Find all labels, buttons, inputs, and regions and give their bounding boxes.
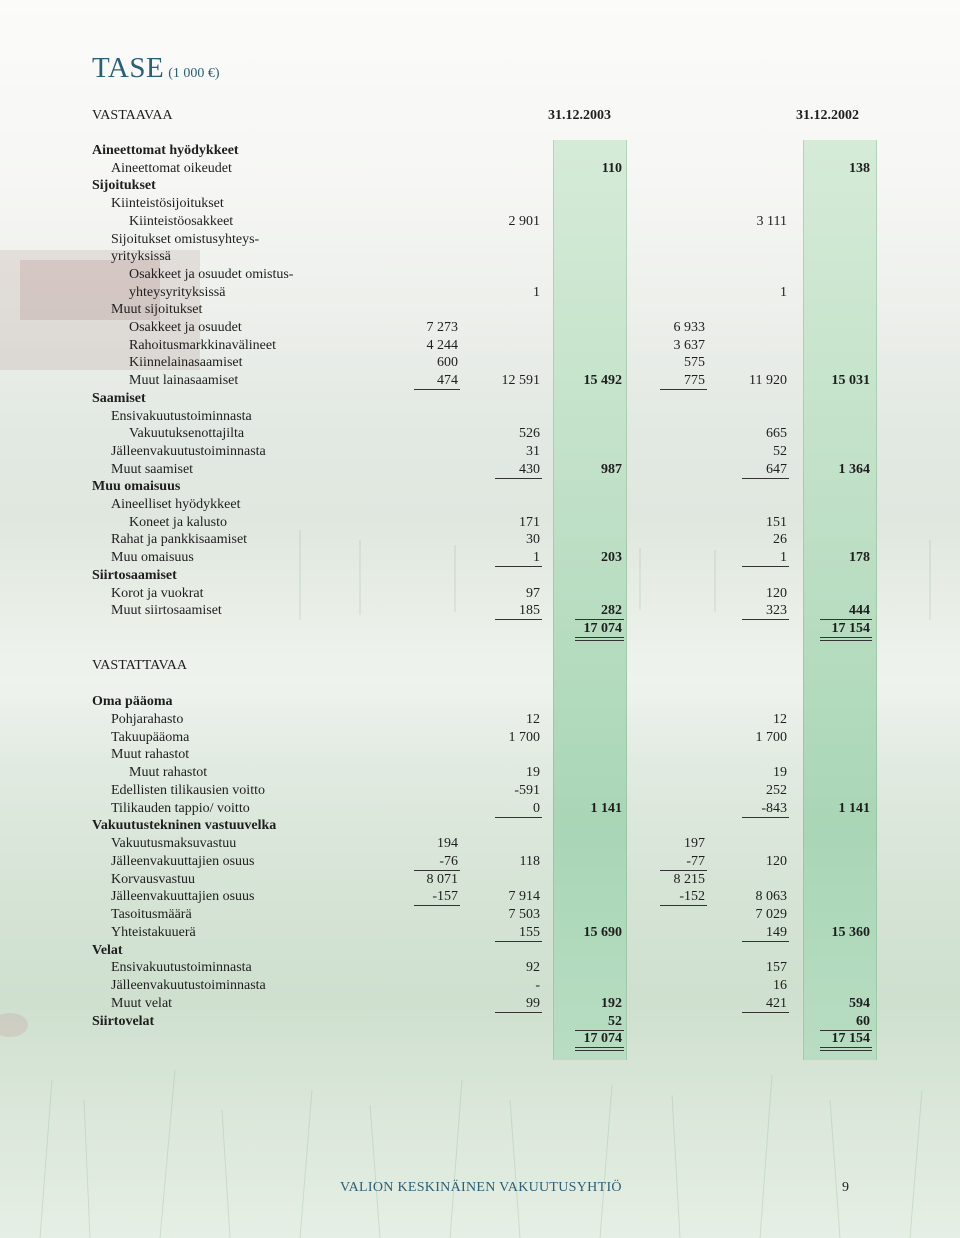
value-c2: 92	[526, 960, 540, 976]
row-label: Oma pääoma	[92, 694, 173, 709]
table-row	[0, 800, 960, 818]
value-c4: 3 637	[673, 337, 705, 353]
row-label: Velat	[92, 942, 123, 958]
table-row	[0, 142, 960, 160]
row-label: Jälleenvakuuttajien osuus	[111, 853, 255, 869]
value-c2: 2 901	[508, 213, 540, 229]
table-row	[0, 195, 960, 213]
table-row	[0, 354, 960, 372]
row-label: Aineelliset hyödykkeet	[111, 497, 241, 512]
total-row	[0, 1030, 960, 1048]
value-c5: 421	[766, 995, 787, 1011]
table-row	[0, 478, 960, 496]
row-label: Jälleenvakuuttajien osuus	[111, 889, 255, 905]
value-c4: -152	[679, 889, 705, 905]
table-row	[0, 888, 960, 906]
row-label: Muut saamiset	[111, 461, 194, 477]
value-c4: 575	[684, 355, 705, 371]
row-label: Rahat ja pankkisaamiset	[111, 532, 248, 548]
value-c3: 15 492	[583, 373, 622, 389]
row-label: Vakuutusmaksuvastuu	[111, 836, 237, 851]
value-c5: 665	[766, 426, 787, 442]
table-row	[0, 390, 960, 408]
row-label: Muu omaisuus	[111, 550, 194, 566]
value-c2: 526	[519, 426, 540, 442]
row-label: Kiinteistöosakkeet	[129, 213, 234, 229]
value-c1: 8 071	[426, 871, 458, 887]
row-label: Siirtosaamiset	[92, 567, 177, 583]
value-c5: 8 063	[755, 889, 787, 905]
table-row	[0, 585, 960, 603]
row-label: Sijoitukset	[92, 178, 156, 194]
table-row	[0, 213, 960, 231]
value-c2: 99	[526, 995, 540, 1011]
table-row	[0, 443, 960, 461]
value-c3: 282	[601, 603, 622, 619]
table-row	[0, 729, 960, 747]
row-label: Muu omaisuus	[92, 479, 181, 495]
value-c4: 8 215	[673, 871, 705, 887]
row-label: Muut rahastot	[111, 747, 190, 763]
row-label: Tasoitusmäärä	[111, 907, 192, 922]
value-c6: 1 364	[838, 461, 870, 477]
table-row	[0, 995, 960, 1013]
row-label: Korvausvastuu	[111, 871, 195, 887]
table-row	[0, 746, 960, 764]
value-c5: 647	[766, 461, 787, 477]
table-row	[0, 567, 960, 585]
value-c3: 17 074	[583, 1031, 622, 1047]
value-c5: 3 111	[756, 213, 787, 229]
title-main: TASE	[92, 52, 165, 84]
value-c6: 178	[849, 550, 870, 566]
table-row	[0, 337, 960, 355]
row-label: Saamiset	[92, 390, 146, 406]
value-c1: 7 273	[426, 320, 458, 335]
table-row	[0, 248, 960, 266]
row-label: Muut lainasaamiset	[129, 373, 239, 389]
value-c3: 110	[601, 160, 622, 176]
table-row	[0, 266, 960, 284]
value-c2: 1	[533, 284, 540, 300]
value-c5: 252	[766, 782, 787, 798]
table-row	[0, 871, 960, 889]
value-c1: 194	[437, 836, 458, 851]
row-label: Siirtovelat	[92, 1013, 155, 1029]
value-c5: 19	[773, 765, 787, 780]
value-c3: 52	[608, 1013, 622, 1029]
row-label: Aineettomat oikeudet	[111, 160, 232, 176]
table-row	[0, 319, 960, 337]
value-c2: 185	[519, 603, 540, 619]
assets-header: VASTAAVAA	[92, 108, 173, 123]
row-label: Ensivakuutustoiminnasta	[111, 960, 252, 976]
value-c2: 0	[533, 800, 540, 816]
row-label: yrityksissä	[111, 249, 171, 265]
table-row	[0, 853, 960, 871]
row-label: Muut velat	[111, 995, 173, 1011]
double-underline	[575, 637, 624, 641]
row-label: Rahoitusmarkkinavälineet	[129, 337, 276, 353]
value-c5: 120	[766, 853, 787, 869]
row-label: Yhteistakuuerä	[111, 924, 196, 940]
row-label: Edellisten tilikausien voitto	[111, 782, 265, 798]
value-c6: 15 031	[831, 373, 870, 389]
value-c1: 4 244	[426, 337, 458, 353]
table-row	[0, 160, 960, 178]
table-row	[0, 408, 960, 426]
table-row	[0, 906, 960, 924]
value-c5: 149	[766, 924, 787, 940]
table-row	[0, 177, 960, 195]
table-row	[0, 693, 960, 711]
value-c5: 120	[766, 585, 787, 601]
value-c6: 17 154	[831, 620, 870, 636]
table-row	[0, 782, 960, 800]
row-label: Takuupääoma	[111, 729, 190, 745]
value-c2: 1 700	[508, 729, 540, 745]
value-c3: 192	[601, 995, 622, 1011]
liabilities-header: VASTATTAVAA	[92, 658, 188, 673]
value-c6: 17 154	[831, 1031, 870, 1047]
row-label: Osakkeet ja osuudet omistus-	[129, 266, 294, 282]
value-c4: -77	[686, 853, 705, 869]
value-c1: 600	[437, 355, 458, 371]
value-c3: 1 141	[590, 800, 622, 816]
row-label: Korot ja vuokrat	[111, 585, 204, 601]
table-row	[0, 372, 960, 390]
table-row	[0, 284, 960, 302]
value-c5: 1	[780, 550, 787, 566]
value-c2: 7 503	[508, 907, 540, 922]
value-c5: 11 920	[749, 373, 787, 389]
table-row	[0, 514, 960, 532]
value-c5: 16	[773, 978, 787, 993]
value-c4: 197	[684, 836, 705, 851]
table-row	[0, 425, 960, 443]
row-label: Aineettomat hyödykkeet	[92, 143, 239, 158]
value-c3: 203	[601, 550, 622, 566]
value-c5: 12	[773, 711, 787, 727]
value-c5: 1	[780, 284, 787, 300]
value-c6: 1 141	[838, 800, 870, 816]
row-label: Ensivakuutustoiminnasta	[111, 408, 252, 424]
row-label: Osakkeet ja osuudet	[129, 320, 242, 335]
row-label: Kiinnelainasaamiset	[129, 355, 243, 371]
value-c2: 155	[519, 924, 540, 940]
double-underline	[820, 637, 872, 641]
value-c3: 17 074	[583, 620, 622, 636]
value-c2: 118	[519, 853, 540, 869]
value-c3: 15 690	[583, 924, 622, 940]
table-row	[0, 835, 960, 853]
row-label: Jälleenvakuutustoiminnasta	[111, 443, 266, 459]
value-c3: 987	[601, 461, 622, 477]
value-c5: 26	[773, 532, 787, 548]
value-c5: 52	[773, 443, 787, 459]
date-2003-header: 31.12.2003	[548, 108, 611, 123]
title-unit: (1 000 €)	[168, 66, 220, 81]
table-row	[0, 959, 960, 977]
table-row	[0, 1013, 960, 1031]
value-c4: 775	[684, 373, 705, 389]
table-row	[0, 231, 960, 249]
value-c2: 31	[526, 443, 540, 459]
row-label: Sijoitukset omistusyhteys-	[111, 231, 260, 247]
value-c6: 594	[849, 995, 870, 1011]
value-c1: -157	[432, 889, 458, 905]
value-c6: 60	[856, 1013, 870, 1029]
value-c5: 323	[766, 603, 787, 619]
value-c6: 444	[849, 603, 870, 619]
value-c2: 30	[526, 532, 540, 548]
table-row	[0, 301, 960, 319]
value-c2: 430	[519, 461, 540, 477]
table-row	[0, 924, 960, 942]
row-label: Muut rahastot	[129, 765, 208, 780]
value-c6: 15 360	[831, 924, 870, 940]
value-c2: 7 914	[508, 889, 540, 905]
value-c2: 19	[526, 765, 540, 780]
page-number: 9	[842, 1180, 849, 1195]
row-label: Koneet ja kalusto	[129, 514, 227, 530]
value-c2: 12	[526, 711, 540, 727]
row-label: Jälleenvakuutustoiminnasta	[111, 978, 266, 993]
value-c4: 6 933	[673, 320, 705, 335]
table-row	[0, 496, 960, 514]
row-label: yhteysyrityksissä	[129, 284, 226, 300]
row-label: Pohjarahasto	[111, 711, 184, 727]
value-c2: -591	[514, 782, 540, 798]
table-row	[0, 977, 960, 995]
value-c5: 157	[766, 960, 787, 976]
row-label: Kiinteistösijoitukset	[111, 196, 224, 212]
row-label: Vakuutustekninen vastuuvelka	[92, 818, 277, 834]
double-underline	[820, 1047, 872, 1051]
table-row	[0, 711, 960, 729]
page-title	[92, 52, 220, 85]
table-row	[0, 461, 960, 479]
value-c1: -76	[439, 853, 458, 869]
value-c2: 97	[526, 585, 540, 601]
value-c5: -843	[761, 800, 787, 816]
value-c2: 12 591	[501, 373, 540, 389]
row-label: Muut siirtosaamiset	[111, 603, 222, 619]
double-underline	[575, 1047, 624, 1051]
value-c6: 138	[849, 160, 870, 176]
table-row	[0, 942, 960, 960]
row-label: Muut sijoitukset	[111, 302, 203, 318]
table-row	[0, 817, 960, 835]
footer-company: VALION KESKINÄINEN VAKUUTUSYHTIÖ	[340, 1180, 622, 1195]
value-c5: 151	[766, 514, 787, 530]
value-c2: -	[535, 978, 540, 993]
table-row	[0, 549, 960, 567]
value-c2: 171	[519, 514, 540, 530]
value-c5: 1 700	[755, 729, 787, 745]
value-c1: 474	[437, 373, 458, 389]
value-c5: 7 029	[755, 907, 787, 922]
row-label: Tilikauden tappio/ voitto	[111, 800, 250, 816]
date-2002-header: 31.12.2002	[796, 108, 859, 123]
row-label: Vakuutuksenottajilta	[129, 426, 245, 442]
table-row	[0, 602, 960, 620]
value-c2: 1	[533, 550, 540, 566]
total-row	[0, 620, 960, 638]
table-row	[0, 531, 960, 549]
table-row	[0, 764, 960, 782]
